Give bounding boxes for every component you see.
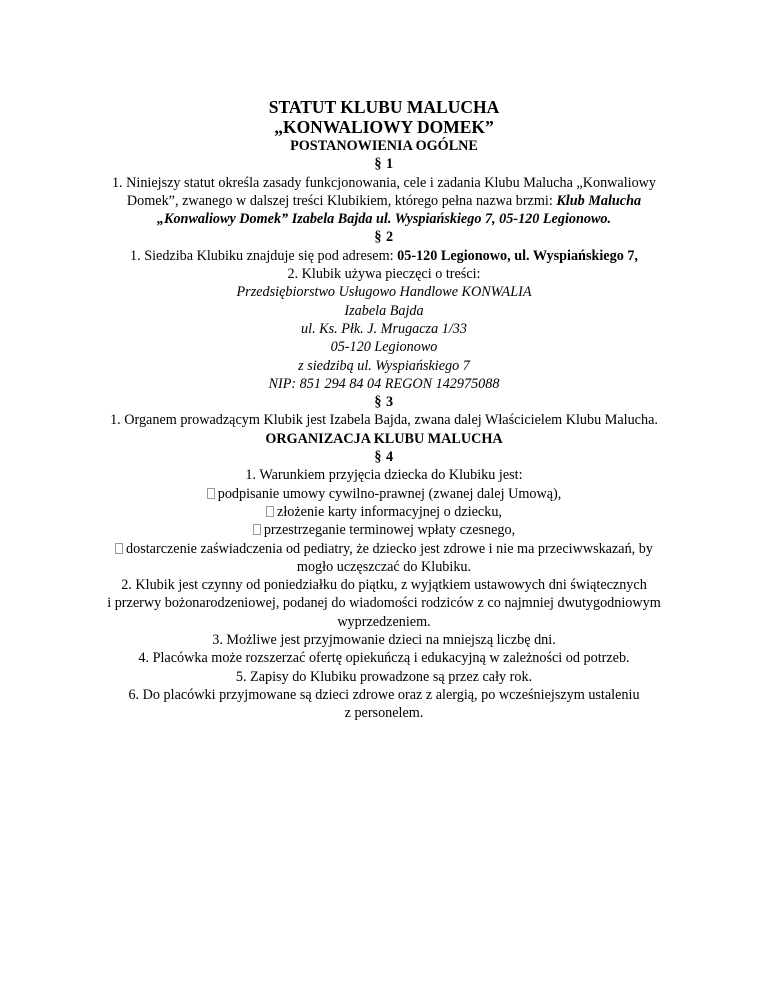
- paragraph-4-item6-line1: 6. Do placówki przyjmowane są dzieci zdrowe oraz z alergią, po wcześniejszym ustaleniu: [128, 686, 640, 703]
- club-name-bold: Klub Malucha: [556, 192, 642, 209]
- bullet-box-icon: [115, 543, 123, 554]
- list-item: [0, 521, 768, 539]
- bullet-box-icon: [266, 506, 274, 517]
- paragraph-4-item6-line2: z personelem.: [344, 705, 424, 722]
- paragraph-4-item3: 3. Możliwe jest przyjmowanie dzieci na mniejszą liczbę dni.: [212, 632, 556, 649]
- paragraph-2-line1-text: 1. Siedziba Klubiku znajduje się pod adresem:: [130, 247, 398, 264]
- stamp-line-street: ul. Ks. Płk. J. Mrugacza 1/33: [301, 320, 467, 337]
- club-full-name: „Konwaliowy Domek” Izabela Bajda ul. Wyspiańskiego 7, 05-120 Legionowo.: [156, 211, 612, 228]
- list-item-text: przestrzeganie terminowej wpłaty czesnego,: [263, 522, 516, 539]
- paragraph-3-line1: 1. Organem prowadzącym Klubik jest Izabela Bajda, zwana dalej Właścicielem Klubu Malucha.: [110, 412, 658, 429]
- bullet-box-icon: [253, 524, 261, 535]
- list-item: [0, 503, 768, 521]
- paragraph-sign-2: § 2: [374, 229, 394, 246]
- paragraph-4-item2-line1: 2. Klubik jest czynny od poniedziałku do piątku, z wyjątkiem ustawowych dni świątecznych: [121, 577, 647, 594]
- section-heading-general: POSTANOWIENIA OGÓLNE: [290, 138, 478, 154]
- paragraph-sign-4: § 4: [374, 449, 394, 466]
- bullet-box-icon: [207, 488, 215, 499]
- stamp-line-seat: z siedzibą ul. Wyspiańskiego 7: [298, 357, 470, 374]
- paragraph-4-item4: 4. Placówka może rozszerzać ofertę opiekuńczą i edukacyjną w zależności od potrzeb.: [138, 650, 630, 667]
- stamp-line-owner: Izabela Bajda: [344, 302, 424, 319]
- section-heading-organization: ORGANIZACJA KLUBU MALUCHA: [265, 430, 503, 447]
- list-item: [0, 485, 768, 503]
- paragraph-sign-3: § 3: [374, 394, 394, 411]
- paragraph-1-line1: 1. Niniejszy statut określa zasady funkcjonowania, cele i zadania Klubu Malucha „Konwaliowy: [111, 174, 657, 191]
- paragraph-4-intro: 1. Warunkiem przyjęcia dziecka do Klubiku jest:: [245, 467, 523, 484]
- paragraph-4-item2-line3: wyprzedzeniem.: [337, 613, 431, 630]
- list-item-text: dostarczenie zaświadczenia od pediatry, że dziecko jest zdrowe i nie ma przeciwwskazań, by: [126, 540, 653, 557]
- list-item: [0, 540, 768, 558]
- paragraph-2-line2: 2. Klubik używa pieczęci o treści:: [287, 266, 481, 283]
- document-title-line1: STATUT KLUBU MALUCHA: [268, 97, 500, 117]
- list-item-text: podpisanie umowy cywilno-prawnej (zwanej dalej Umową),: [217, 485, 562, 502]
- stamp-line-city: 05-120 Legionowo: [330, 339, 438, 356]
- document-title-line2: „KONWALIOWY DOMEK”: [274, 116, 494, 137]
- paragraph-1-line2: [0, 192, 768, 210]
- stamp-line-company: Przedsiębiorstwo Usługowo Handlowe KONWALIA: [236, 284, 532, 301]
- document-page: [0, 98, 768, 723]
- list-item-text: złożenie karty informacyjnej o dziecku,: [277, 503, 502, 520]
- club-address-bold: 05-120 Legionowo, ul. Wyspiańskiego 7,: [397, 247, 638, 264]
- paragraph-sign-1: § 1: [374, 156, 394, 173]
- list-item-continuation: mogło uczęszczać do Klubiku.: [296, 558, 472, 575]
- paragraph-2-line1: [0, 247, 768, 265]
- paragraph-4-item5: 5. Zapisy do Klubiku prowadzone są przez cały rok.: [235, 668, 533, 685]
- stamp-line-nip: NIP: 851 294 84 04 REGON 142975088: [268, 375, 500, 392]
- paragraph-4-item2-line2: i przerwy bożonarodzeniowej, podanej do wiadomości rodziców z co najmniej dwutygodniowym: [107, 595, 661, 612]
- paragraph-1-line2-text: Domek”, zwanego w dalszej treści Klubikiem, którego pełna nazwa brzmi:: [126, 192, 557, 209]
